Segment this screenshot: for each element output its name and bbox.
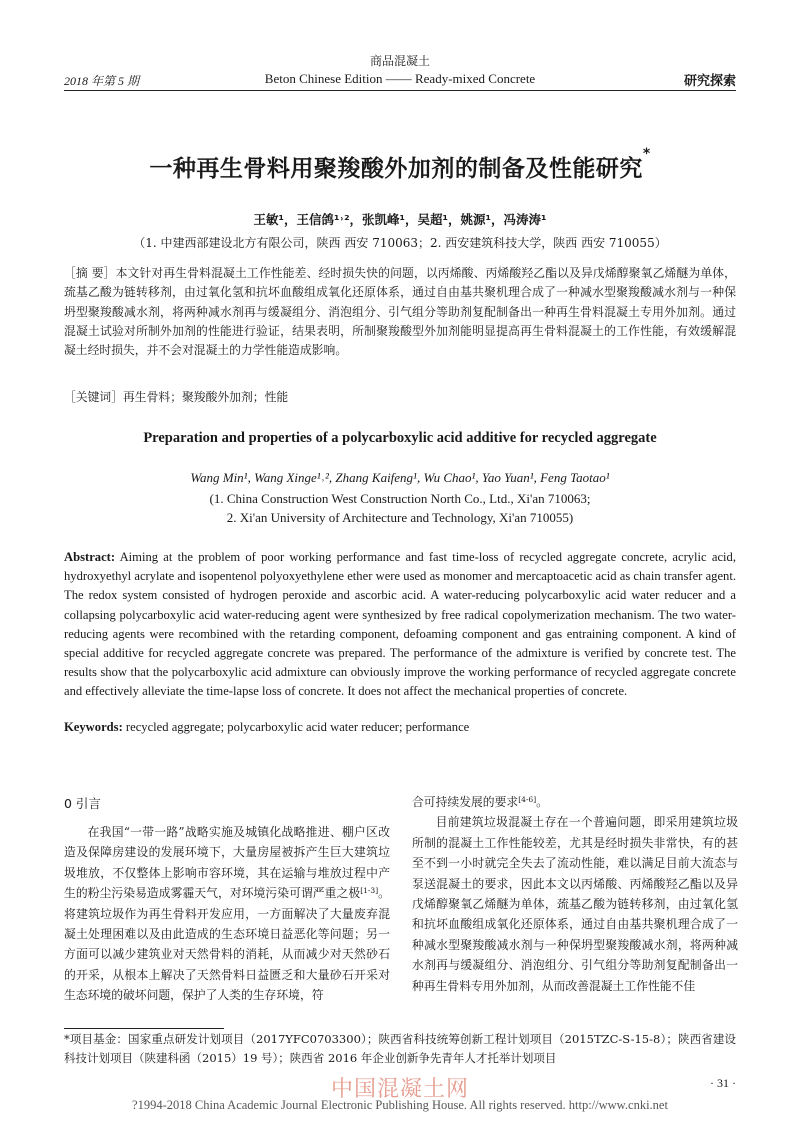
authors-en: Wang Min¹, Wang Xinge¹˒², Zhang Kaifeng¹, Wu Chao¹, Yao Yuan¹, Feng Taotao¹ [190,470,610,485]
keywords-en-text: recycled aggregate; polycarboxylic acid water reducer; performance [122,720,470,734]
issue-label: 2018 年第 5 期 [64,74,140,88]
section-label: 研究探索 [683,74,736,89]
paper-title-en: Preparation and properties of a polycarboxylic acid additive for recycled aggregate [143,430,657,446]
abstract-en [64,548,736,702]
journal-edition: Beton Chinese Edition —— Ready-mixed Concrete [264,71,536,86]
body-column-left: 在我国“一带一路”战略实施及城镇化战略推进、棚户区改造及保障房建设的发展环境下，大量房屋被拆产生巨大建筑垃圾堆放，不仅整体上影响市容环境，其在运输与堆放过程中产生的粉尘污染易造成雾霾天气，对环境污染可谓严重之极[1-3]。将建筑垃圾作为再生骨料开发应用，一方面解决了大量废弃混凝土处理困难以及由此造成的生态环境日益恶化等问题；另一方面可以减少建筑业对天然骨料的消耗，从而减少对天然砂石的开采，从根本上解决了天然骨料日益匮乏和大量砂石开采对生态环境的破坏问题，保护了人类的生存环境，符 [64,825,390,1003]
affiliation-en-line-2: 2. Xi'an University of Architecture and Technology, Xi'an 710055) [226,510,574,525]
watermark-brand: 中国混凝土网 [330,1077,469,1102]
abstract-cn [64,264,736,360]
affiliation-cn: （1. 中建西部建设北方有限公司，陕西 西安 710063；2. 西安建筑科技大学，陕西 西安 710055） [133,236,667,250]
section-heading-intro: 0 引言 [64,796,101,811]
page-number: · 31 · [710,1076,736,1090]
body-column-right: 合可持续发展的要求[4-6]。 目前建筑垃圾混凝土存在一个普遍问题，即采用建筑垃圾所制的混凝土工作性能较差，尤其是经时损失非常快，有的甚至不到一小时就完全失去了流动性能，难以满足目前大流态与泵送混凝土的要求，因此本文以丙烯酸、丙烯酸羟乙酯以及异戊烯醇聚氧乙烯醚为单体，巯基乙酸为链转移剂，由过氧化氢和抗坏血酸组成氧化还原体系，通过自由基共聚机理合成了一种减水型聚羧酸减水剂与一种保坍型聚羧酸减水剂，将两种减水剂再与缓凝组分、消泡组分、引气组分等助剂复配制备出一种再生骨料专用外加剂，从而改善混凝土工作性能不佳 [412,792,738,996]
paper-title-cn: 一种再生骨料用聚羧酸外加剂的制备及性能研究* [149,146,651,182]
citation: [1-3] [360,886,379,896]
body-paragraph: 目前建筑垃圾混凝土存在一个普遍问题，即采用建筑垃圾所制的混凝土工作性能较差，尤其是经时损失非常快，有的甚至不到一小时就完全失去了流动性能，难以满足目前大流态与泵送混凝土的要求，因此本文以丙烯酸、丙烯酸羟乙酯以及异戊烯醇聚氧乙烯醚为单体，巯基乙酸为链转移剂，由过氧化氢和抗坏血酸组成氧化还原体系，通过自由基共聚机理合成了一种减水型聚羧酸减水剂与一种保坍型聚羧酸减水剂，将两种减水剂再与缓凝组分、消泡组分、引气组分等助剂复配制备出一种再生骨料专用外加剂，从而改善混凝土工作性能不佳 [412,815,738,993]
funding-footnote: *项目基金：国家重点研发计划项目（2017YFC0703300）；陕西省科技统筹创新工程计划项目（2015TZC-S-15-8）；陕西省建设科技计划项目（陕建科函（2015）19 号）；陕西省 2016 年企业创新争先青年人才托举计划项目 [64,1032,736,1065]
journal-name: 商品混凝土 [369,54,430,68]
keywords-en [64,720,736,735]
keywords-cn [64,388,736,405]
affiliation-en-line-1: (1. China Construction West Construction North Co., Ltd., Xi'an 710063; [209,491,591,506]
authors-cn: 王敏¹，王信鸽¹˒²，张凯峰¹，吴超¹，姚源¹，冯涛涛¹ [253,212,547,227]
keywords-cn-text: 再生骨料；聚羧酸外加剂；性能 [123,390,289,404]
header-rule [64,90,736,91]
footnote-rule [64,1028,224,1029]
abstract-cn-label: ［摘 要］ [64,266,116,280]
title-footnote-mark: * [642,146,651,162]
keywords-cn-label: ［关键词］ [64,390,123,404]
copyright-line: ?1994-2018 China Academic Journal Electronic Publishing House. All rights reserved. http://www.cnki.net [132,1098,668,1112]
abstract-cn-text: 本文针对再生骨料混凝土工作性能差、经时损失快的问题，以丙烯酸、丙烯酸羟乙酯以及异戊烯醇聚氧乙烯醚为单体，巯基乙酸为链转移剂，由过氧化氢和抗坏血酸组成氧化还原体系，通过自由基共聚机理合成了一种减水型聚羧酸减水剂与一种保坍型聚羧酸减水剂，将两种减水剂再与缓凝组分、消泡组分、引气组分等助剂复配制备出一种再生骨料混凝土专用外加剂。通过混凝土试验对所制外加剂的性能进行验证，结果表明，所制聚羧酸型外加剂能明显提高再生骨料混凝土的工作性能，有效缓解混凝土经时损失，并不会对混凝土的力学性能造成影响。 [64,266,736,358]
abstract-en-label: Abstract: [64,550,116,564]
citation: [4-6] [518,795,537,804]
keywords-en-label: Keywords: [64,720,123,734]
abstract-en-text: Aiming at the problem of poor working performance and fast time-loss of recycled aggregate concrete, acrylic acid, hydroxyethyl acrylate and isopentenol polyoxyethylene ether were used as monomer and mercaptoacetic acid as chain transfer agent. The redox system consisted of hydrogen peroxide and ascorbic acid. A water-reducing polycarboxylic acid water reducer and a collapsing polycarboxylic acid water-reducing agent were synthesized by free radical copolymerization mechanism. The two water-reducing agents were recombined with the retarding component, defoaming component and gas entraining component. A kind of special additive for recycled aggregate concrete was prepared. The performance of the admixture is verified by concrete test. The results show that the polycarboxylic acid admixture can obviously improve the working performance of recycled aggregate concrete and effectively alleviate the time-lapse loss of concrete. It does not affect the mechanical properties of concrete. [64,550,736,699]
